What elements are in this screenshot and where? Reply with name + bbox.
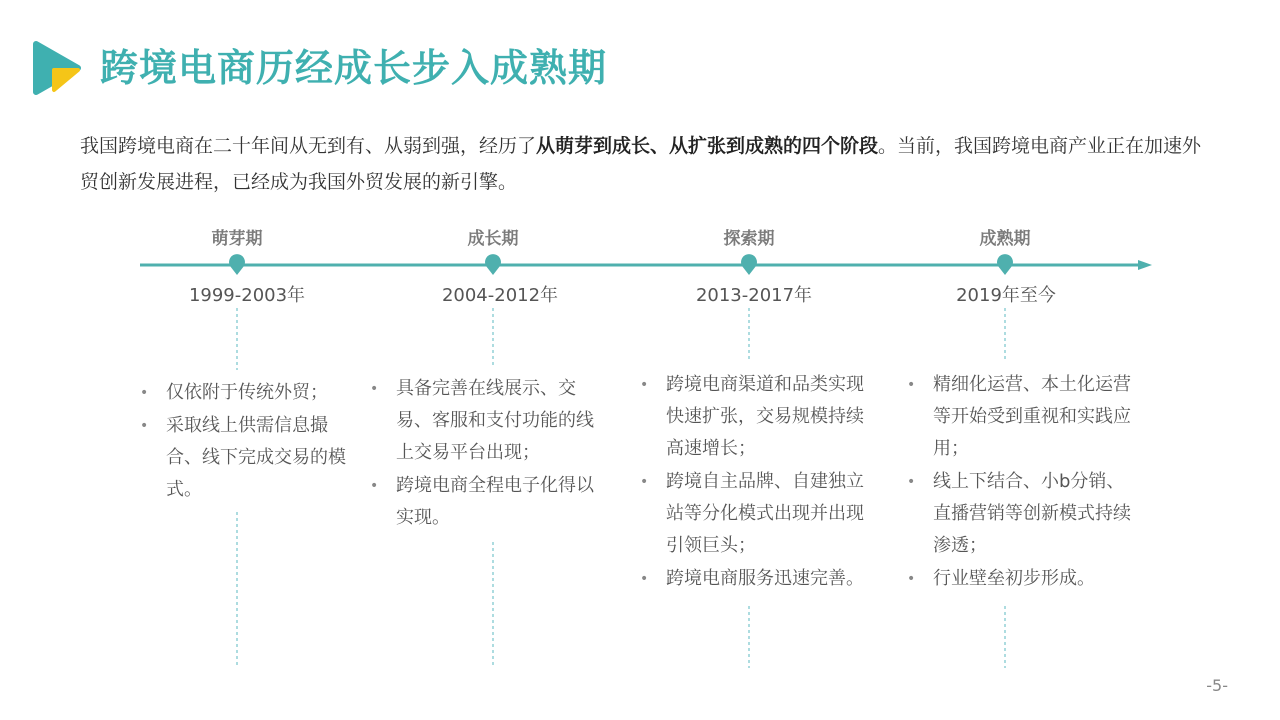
- stage-2-years: 2004-2012年: [441, 285, 559, 306]
- marker-stage-1: [229, 254, 245, 275]
- timeline-arrow-head: [1138, 260, 1152, 270]
- bullet-dot: •: [907, 474, 916, 490]
- stage-3-years: 2013-2017年: [695, 285, 813, 306]
- bullet-dot: •: [370, 381, 379, 397]
- list-item: • 采取线上供需信息撮合、线下完成交易的模式。: [136, 410, 356, 506]
- list-item: • 行业壁垒初步形成。: [903, 563, 1141, 595]
- bullet-dot: •: [907, 571, 916, 587]
- stage-4-years: 2019年至今: [956, 285, 1056, 306]
- page-title: 跨境电商历经成长步入成熟期: [100, 45, 608, 90]
- stage-3-name: 探索期: [723, 229, 775, 249]
- marker-stage-2: [485, 254, 501, 275]
- bullet-dot: •: [640, 474, 649, 490]
- bullet-dot: •: [640, 571, 649, 587]
- intro-text-part2: 。当前，我国跨境电商产业正在加速外贸创新发展进程，已经成为我国外贸发展的新引擎。: [80, 135, 1202, 193]
- page-number: -5-: [1206, 676, 1228, 695]
- stage-2-name: 成长期: [467, 229, 519, 249]
- list-item: • 跨境电商服务迅速完善。: [636, 563, 872, 595]
- bullet-dot: •: [640, 377, 649, 393]
- list-item: • 仅依附于传统外贸；: [136, 377, 356, 409]
- bullet-dot: •: [140, 418, 149, 434]
- list-item: • 线上下结合、小b分销、直播营销等创新模式持续渗透；: [903, 466, 1141, 562]
- marker-stage-4: [997, 254, 1013, 275]
- stage-4-bullets: [903, 369, 1141, 596]
- stage-4-name: 成熟期: [979, 229, 1031, 249]
- stage-1-bullets: [136, 377, 356, 507]
- intro-text-bold: 从萌芽到成长、从扩张到成熟的四个阶段: [536, 135, 879, 157]
- list-item: • 跨境电商渠道和品类实现快速扩张，交易规模持续高速增长；: [636, 369, 872, 465]
- list-item: • 具备完善在线展示、交易、客服和支付功能的线上交易平台出现；: [366, 373, 604, 469]
- intro-text-part1: 我国跨境电商在二十年间从无到有、从弱到强，经历了: [80, 135, 537, 157]
- list-item: • 跨境自主品牌、自建独立站等分化模式出现并出现引领巨头；: [636, 466, 872, 562]
- list-item: • 跨境电商全程电子化得以实现。: [366, 470, 604, 534]
- stage-2-bullets: [366, 373, 604, 535]
- stage-3-bullets: [636, 369, 872, 596]
- marker-stage-3: [741, 254, 757, 275]
- stage-1-name: 萌芽期: [211, 229, 263, 249]
- bullet-dot: •: [907, 377, 916, 393]
- bullet-dot: •: [370, 478, 379, 494]
- stage-1-years: 1999-2003年: [188, 285, 306, 306]
- list-item: • 精细化运营、本土化运营等开始受到重视和实践应用；: [903, 369, 1141, 465]
- bullet-dot: •: [140, 385, 149, 401]
